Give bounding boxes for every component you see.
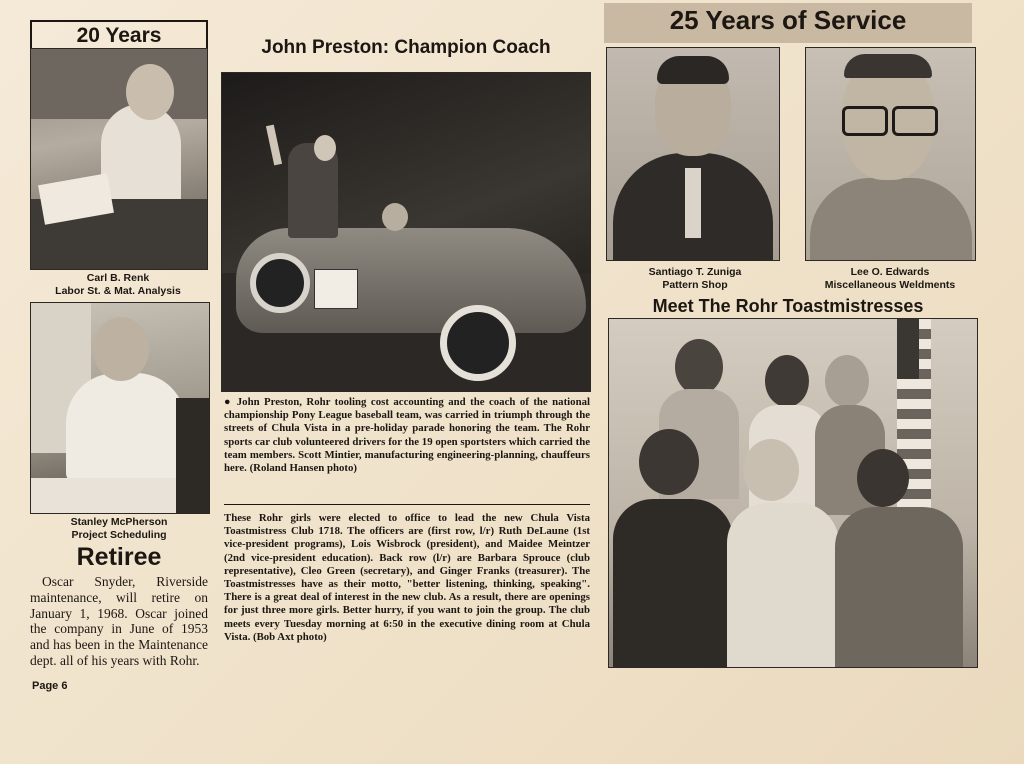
carl-renk-dept: Labor St. & Mat. Analysis: [55, 285, 181, 297]
toastmistress-article: [224, 512, 590, 644]
parade-photo-caption-text: John Preston, Rohr tooling cost accounting and the coach of the national championship Pony League baseball team, was carried in triumph through the streets of Chula Vista in a pre-holiday parade honoring the team. The Rohr sports car club volunteered drivers for the 19 open sportsters which carried the team members. Scott Mintier, manufacturing engineering-planning, chauffeurs here. (Roland Hansen photo): [224, 396, 590, 475]
page-number: Page 6: [32, 680, 68, 692]
stanley-mcpherson-photo: [30, 302, 210, 514]
carl-renk-name: Carl B. Renk: [86, 272, 150, 284]
lee-edwards-caption: [800, 266, 980, 292]
parade-photo-caption: [224, 396, 590, 475]
center-divider: [224, 504, 590, 505]
santiago-zuniga-photo: [606, 47, 780, 261]
stanley-mcpherson-dept: Project Scheduling: [71, 529, 167, 541]
retiree-heading: Retiree: [76, 543, 162, 571]
carl-renk-photo: [30, 48, 208, 270]
toastmistress-article-text: These Rohr girls were elected to office to lead the new Chula Vista Toastmistress Club 1718. The officers are (first row, l/r) Ruth DeLaune (1st vice-president programs), Lois Wisbrock (president), and Maidee Meintzer (2nd vice-president education). Back row (l/r) are Barbara Sprouce (club representative), Cleo Green (secretary), and Ginger Franks (treasurer). The Toastmistresses have as their motto, "better listening, thinking, speaking". There is a great deal of interest in the new club. As a result, there are openings for just three more girls. Better hurry, if you want to join the group. The club meets every Tuesday morning at 6:50 in the executive dining room at Chula Vista. (Bob Axt photo): [224, 512, 590, 643]
bullet-icon: ●: [224, 396, 237, 408]
stanley-mcpherson-name: Stanley McPherson: [70, 516, 168, 528]
service-heading-banner: [604, 3, 972, 43]
santiago-zuniga-name: Santiago T. Zuniga: [648, 266, 742, 278]
lee-edwards-dept: Miscellaneous Weldments: [824, 279, 956, 291]
champion-coach-title: John Preston: Champion Coach: [261, 37, 551, 58]
lee-edwards-name: Lee O. Edwards: [850, 266, 930, 278]
santiago-zuniga-caption: [606, 266, 784, 292]
carl-renk-caption: [30, 272, 206, 298]
stanley-mcpherson-caption: [30, 516, 208, 542]
retiree-text: Oscar Snyder, Riverside maintenance, will retire on January 1, 1968. Oscar joined the company in June of 1953 and has been in the Maintenance dept. all of his years with Rohr.: [30, 574, 208, 668]
twenty-years-heading-box: [30, 20, 208, 48]
lee-edwards-photo: [805, 47, 976, 261]
service-heading: 25 Years of Service: [669, 5, 907, 35]
parade-car-photo: [221, 72, 591, 392]
santiago-zuniga-dept: Pattern Shop: [662, 279, 728, 291]
toastmistresses-photo: [608, 318, 978, 668]
toastmistresses-heading: Meet The Rohr Toastmistresses: [652, 296, 924, 316]
twenty-years-heading: 20 Years: [76, 24, 162, 47]
